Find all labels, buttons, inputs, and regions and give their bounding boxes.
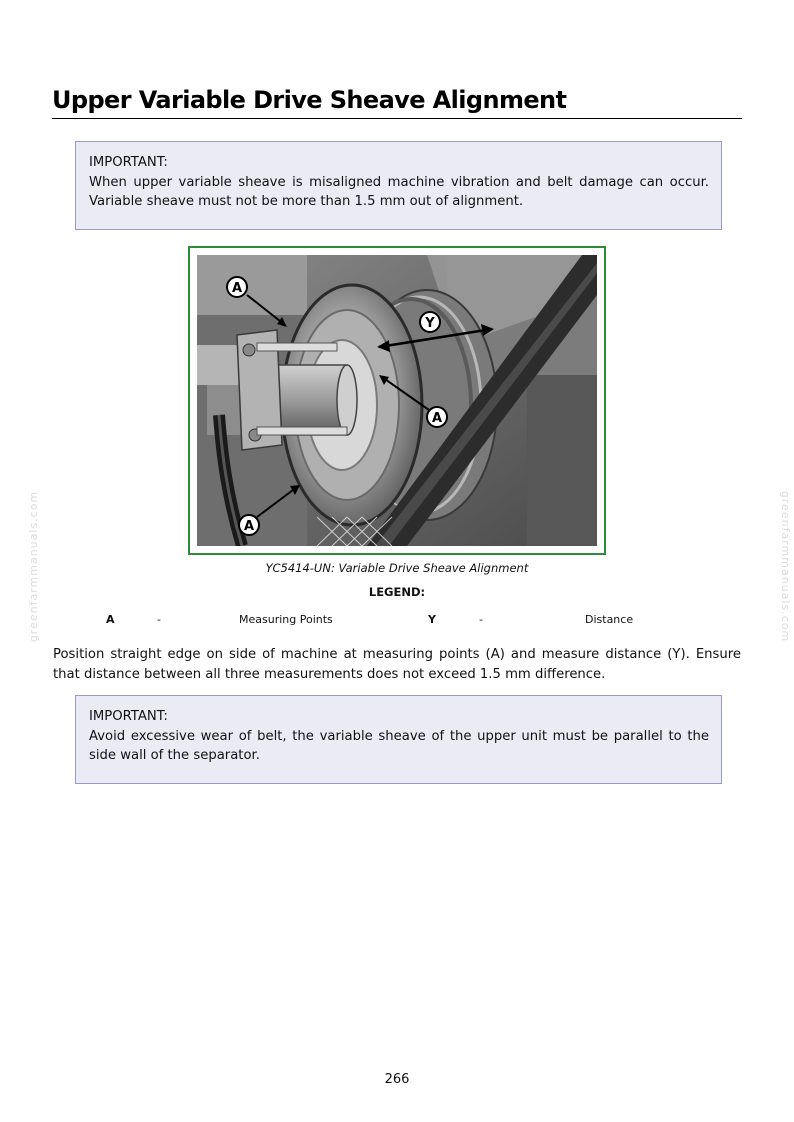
sheave-alignment-figure <box>188 246 606 555</box>
legend-label-measuring-points: Measuring Points <box>239 613 333 626</box>
note-text: Avoid excessive wear of belt, the variable sheave of the upper unit must be parallel to the side wall of the separator. <box>89 728 709 763</box>
legend-title: LEGEND: <box>368 585 426 599</box>
svg-text:A: A <box>431 411 443 426</box>
callout-a-bottom <box>239 515 259 535</box>
page-number: 266 <box>384 1072 410 1087</box>
sheave-photo-illustration <box>197 255 597 546</box>
svg-text:A: A <box>243 519 255 534</box>
procedure-paragraph: Position straight edge on side of machine at measuring points (A) and measure distance (Y). Ensure that distance between all three measurements does not exceed 1.5 mm difference. <box>53 647 741 682</box>
figure-caption: YC5414-UN: Variable Drive Sheave Alignment <box>265 561 529 575</box>
note-text: When upper variable sheave is misaligned machine vibration and belt damage can occur. Variable sheave must not be more than 1.5 mm out of alignment. <box>89 174 709 209</box>
note-heading: IMPORTANT: <box>89 155 168 170</box>
callout-y <box>420 312 440 332</box>
important-note-misalignment <box>75 141 722 230</box>
note-heading: IMPORTANT: <box>89 709 168 724</box>
legend-label-distance: Distance <box>585 613 634 626</box>
legend-dash-y: - <box>479 613 483 626</box>
legend-key-a: A <box>106 613 115 626</box>
svg-text:Y: Y <box>425 316 435 331</box>
callout-a-right <box>427 407 447 427</box>
page-title: Upper Variable Drive Sheave Alignment <box>52 86 742 119</box>
legend-dash-a: - <box>157 613 161 626</box>
svg-text:A: A <box>231 281 243 296</box>
legend-key-y: Y <box>428 613 436 626</box>
watermark-right: greenfarmmanuals.com <box>779 490 793 643</box>
watermark-left: greenfarmmanuals.com <box>27 490 41 643</box>
callout-a-top <box>227 277 247 297</box>
important-note-belt-wear <box>75 695 722 784</box>
